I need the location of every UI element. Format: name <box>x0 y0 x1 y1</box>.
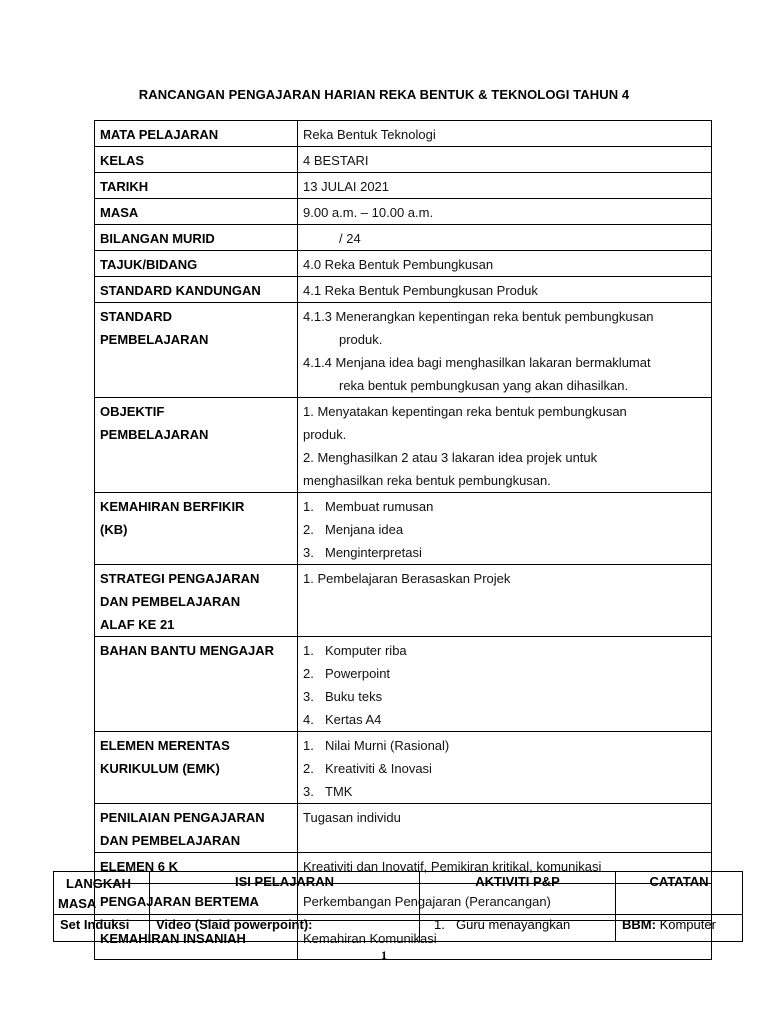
table-row <box>95 147 712 173</box>
masa-value: 9.00 a.m. – 10.00 a.m. <box>298 199 712 225</box>
value-line: reka bentuk pembungkusan yang akan dihasilkan. <box>339 378 629 393</box>
label-line: STRATEGI PENGAJARAN <box>100 571 260 586</box>
kemahiran-berfikir-value <box>298 493 712 565</box>
header-line: LANGKAH <box>66 876 131 891</box>
standard-kandungan-label: STANDARD KANDUNGAN <box>95 277 298 303</box>
tajuk-value: 4.0 Reka Bentuk Pembungkusan <box>298 251 712 277</box>
value-line: produk. <box>303 427 347 442</box>
table-row <box>95 398 712 493</box>
standard-pembelajaran-label <box>95 303 298 398</box>
label-line: DAN PEMBELAJARAN <box>100 833 241 848</box>
label-line: PEMBELAJARAN <box>100 427 209 442</box>
table-row <box>95 804 712 853</box>
value-line: produk. <box>339 332 383 347</box>
list-item: 4. Kertas A4 <box>303 712 382 727</box>
list-item: 2. Powerpoint <box>303 666 391 681</box>
table-row <box>95 199 712 225</box>
tarikh-label: TARIKH <box>95 173 298 199</box>
catatan-header: CATATAN <box>616 872 743 915</box>
list-item: 1. Membuat rumusan <box>303 499 434 514</box>
value-line: 1. Menyatakan kepentingan reka bentuk pembungkusan <box>303 404 627 419</box>
langkah-cell: Set Induksi <box>54 915 150 942</box>
table-row <box>95 225 712 251</box>
table-row <box>95 251 712 277</box>
list-item: 3. Menginterpretasi <box>303 545 422 560</box>
lesson-steps-table <box>53 871 743 942</box>
isi-cell: Video (Slaid powerpoint): <box>150 915 420 942</box>
kemahiran-berfikir-label <box>95 493 298 565</box>
bertema-label: PENGAJARAN BERTEMA <box>95 884 298 921</box>
penilaian-value: Tugasan individu <box>298 804 712 853</box>
tarikh-value: 13 JULAI 2021 <box>298 173 712 199</box>
list-item: 2. Menjana idea <box>303 522 404 537</box>
list-item: 1. Nilai Murni (Rasional) <box>303 738 450 753</box>
table-header-row <box>54 872 743 915</box>
value-line: menghasilkan reka bentuk pembungkusan. <box>303 473 551 488</box>
table-row <box>54 915 743 942</box>
elemen-6k-label: ELEMEN 6 K <box>95 853 298 884</box>
value-line: 2. Menghasilkan 2 atau 3 lakaran idea projek untuk <box>303 450 598 465</box>
standard-kandungan-value: 4.1 Reka Bentuk Pembungkusan Produk <box>298 277 712 303</box>
kelas-label: KELAS <box>95 147 298 173</box>
label-line: PEMBELAJARAN <box>100 332 209 347</box>
standard-pembelajaran-value <box>298 303 712 398</box>
label-line: STANDARD <box>100 309 172 324</box>
table-row <box>95 303 712 398</box>
label-line: ALAF KE 21 <box>100 617 175 632</box>
tajuk-label: TAJUK/BIDANG <box>95 251 298 277</box>
aktiviti-header: AKTIVITI P&P <box>420 872 616 915</box>
list-item: 1. Komputer riba <box>303 643 407 658</box>
isi-header: ISI PELAJARAN <box>150 872 420 915</box>
table-row <box>95 493 712 565</box>
insaniah-value: Kemahiran Komunikasi <box>298 921 712 960</box>
page-number: 1 <box>381 948 387 962</box>
value-line: 4.1.3 Menerangkan kepentingan reka bentuk pembungkusan <box>303 309 654 324</box>
table-row <box>95 732 712 804</box>
label-line: ELEMEN MERENTAS <box>100 738 230 753</box>
strategi-label <box>95 565 298 637</box>
document-title: RANCANGAN PENGAJARAN HARIAN REKA BENTUK & TEKNOLOGI TAHUN 4 <box>138 87 630 102</box>
label-line: OBJEKTIF <box>100 404 165 419</box>
table-row <box>95 637 712 732</box>
mata-pelajaran-value: Reka Bentuk Teknologi <box>298 121 712 147</box>
bilangan-murid-label: BILANGAN MURID <box>95 225 298 251</box>
label-line: DAN PEMBELAJARAN <box>100 594 241 609</box>
list-item: 2. Kreativiti & Inovasi <box>303 761 432 776</box>
aktiviti-cell: 1. Guru menayangkan <box>420 915 616 942</box>
bahan-label: BAHAN BANTU MENGAJAR <box>95 637 298 732</box>
table-row <box>95 121 712 147</box>
list-item: 3. TMK <box>303 784 353 799</box>
elemen-6k-value: Kreativiti dan Inovatif, Pemikiran kritikal, komunikasi <box>298 853 712 884</box>
list-item: 3. Buku teks <box>303 689 383 704</box>
value-line: 4.1.4 Menjana idea bagi menghasilkan lakaran bermaklumat <box>303 355 651 370</box>
label-line: KEMAHIRAN BERFIKIR <box>100 499 245 514</box>
label-line: (KB) <box>100 522 128 537</box>
bilangan-murid-value: / 24 <box>339 231 361 246</box>
catatan-cell: BBM: Komputer <box>616 915 743 942</box>
label-line: KURIKULUM (EMK) <box>100 761 220 776</box>
mata-pelajaran-label: MATA PELAJARAN <box>95 121 298 147</box>
masa-label: MASA <box>95 199 298 225</box>
lesson-info-table <box>94 120 712 960</box>
insaniah-label: KEMAHIRAN INSANIAH <box>95 921 298 960</box>
emk-label <box>95 732 298 804</box>
objektif-label <box>95 398 298 493</box>
header-line: MASA <box>58 896 97 911</box>
penilaian-label <box>95 804 298 853</box>
table-row <box>95 277 712 303</box>
kelas-value: 4 BESTARI <box>298 147 712 173</box>
table-row <box>95 173 712 199</box>
label-line: PENILAIAN PENGAJARAN <box>100 810 265 825</box>
bertema-value: Perkembangan Pengajaran (Perancangan) <box>298 884 712 921</box>
langkah-masa-header <box>54 872 150 915</box>
objektif-value <box>298 398 712 493</box>
table-row <box>95 565 712 637</box>
emk-value <box>298 732 712 804</box>
strategi-value: 1. Pembelajaran Berasaskan Projek <box>298 565 712 637</box>
bahan-value <box>298 637 712 732</box>
